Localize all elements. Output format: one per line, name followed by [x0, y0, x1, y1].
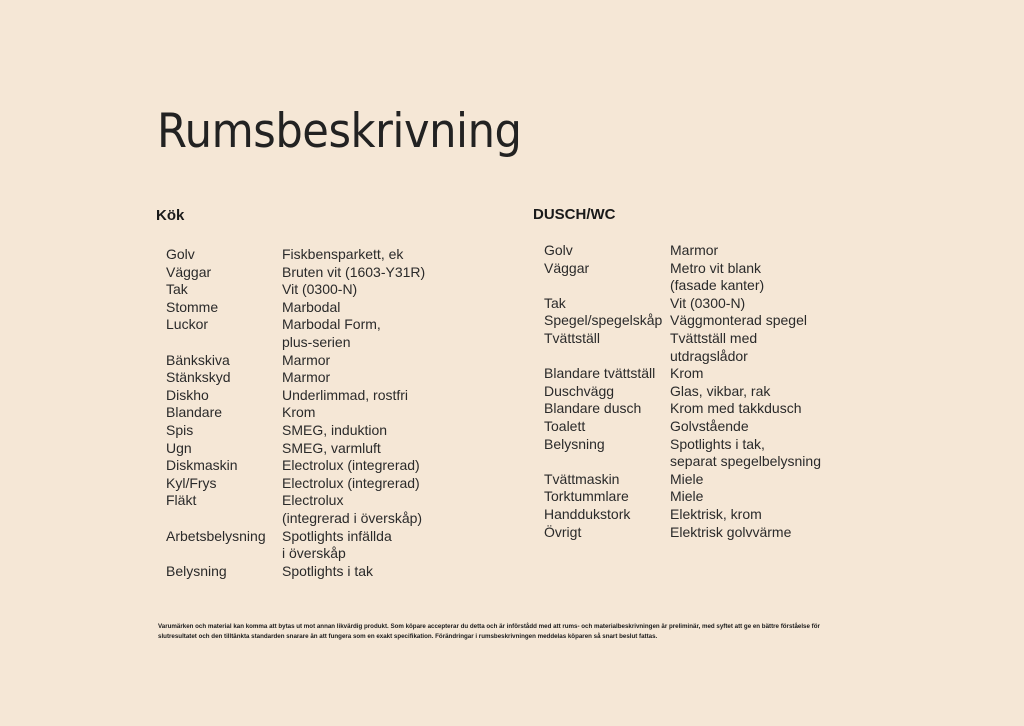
- spec-label: Tak: [166, 281, 188, 298]
- spec-value: [670, 488, 821, 506]
- spec-value-line: Tvättställ med: [670, 329, 758, 346]
- spec-row: [544, 242, 821, 260]
- spec-value-line: Spotlights infällda: [282, 527, 392, 544]
- spec-value: [670, 524, 821, 542]
- spec-label: Ugn: [166, 439, 192, 456]
- spec-label: Stomme: [166, 298, 219, 315]
- spec-value-line: Elektrisk, krom: [670, 505, 762, 522]
- spec-value: [282, 352, 425, 370]
- spec-row: [544, 506, 821, 524]
- spec-value-line: Electrolux: [282, 492, 344, 509]
- spec-label: Väggar: [166, 263, 212, 280]
- spec-value: [670, 365, 821, 383]
- spec-value: [282, 440, 425, 458]
- spec-value-line: (fasade kanter): [670, 277, 765, 294]
- spec-value-line: utdragslådor: [670, 347, 748, 364]
- spec-value: [670, 312, 821, 330]
- spec-row: [544, 260, 821, 295]
- spec-label: Belysning: [544, 435, 605, 452]
- spec-row: [166, 440, 425, 458]
- spec-row: [166, 299, 425, 317]
- spec-value-line: Underlimmad, rostfri: [282, 386, 409, 403]
- spec-value: [282, 404, 425, 422]
- spec-value-line: Väggmonterad spegel: [670, 312, 807, 329]
- spec-label: Tvättställ: [544, 329, 601, 346]
- spec-value: [670, 260, 821, 295]
- disclaimer-text: Varumärken och material kan komma att bytas ut mot annan likvärdig produkt. Som köpare accepterar du detta och är införstådd med att rums- och materialbeskrivningen är preliminär, med syftet att ge en bättre förståelse för slutresultatet och den tilltänkta standarden snarare än att fungera som en exakt specifikation. Förändringar i rumsbeskrivningen meddelas köparen så snart beslut fattas.: [158, 623, 820, 640]
- spec-value-line: Electrolux (integrerad): [282, 457, 420, 474]
- spec-label: Torktummlare: [544, 488, 629, 505]
- spec-value-line: plus-serien: [282, 333, 351, 350]
- spec-value: [282, 281, 425, 299]
- spec-label: Tak: [544, 294, 566, 311]
- spec-value: [670, 418, 821, 436]
- spec-row: [166, 281, 425, 299]
- spec-value-line: Elektrisk golvvärme: [670, 523, 792, 540]
- spec-row: [544, 400, 821, 418]
- spec-value-line: Bruten vit (1603-Y31R): [282, 263, 426, 280]
- spec-value-line: separat spegelbelysning: [670, 453, 821, 470]
- spec-label: Väggar: [544, 259, 590, 276]
- spec-value: [282, 387, 425, 405]
- spec-value-line: Spotlights i tak: [282, 562, 374, 579]
- spec-label: Diskho: [166, 386, 209, 403]
- spec-value: [282, 563, 425, 581]
- spec-value-line: Marmor: [282, 369, 331, 386]
- spec-row: [166, 528, 425, 563]
- spec-label: Fläkt: [166, 492, 197, 509]
- spec-value-line: Krom: [670, 365, 704, 382]
- spec-label: Arbetsbelysning: [166, 527, 266, 544]
- spec-value: [670, 383, 821, 401]
- spec-label: Toalett: [544, 417, 586, 434]
- spec-value: [282, 246, 425, 264]
- spec-value: [670, 330, 821, 365]
- spec-value: [670, 295, 821, 313]
- spec-label: Spegel/spegelskåp: [544, 312, 663, 329]
- spec-row: [544, 312, 821, 330]
- spec-label: Luckor: [166, 316, 209, 333]
- spec-value: [282, 299, 425, 317]
- spec-value: [282, 316, 425, 351]
- spec-row: [544, 295, 821, 313]
- spec-row: [166, 404, 425, 422]
- spec-row: [166, 387, 425, 405]
- spec-row: [544, 383, 821, 401]
- spec-label: Handdukstork: [544, 505, 631, 522]
- kitchen-spec-table: [166, 246, 425, 580]
- spec-value-line: SMEG, varmluft: [282, 439, 381, 456]
- spec-row: [544, 418, 821, 436]
- spec-value: [282, 492, 425, 527]
- spec-value-line: Vit (0300-N): [670, 294, 746, 311]
- spec-row: [544, 471, 821, 489]
- spec-label: Kyl/Frys: [166, 474, 217, 491]
- spec-label: Diskmaskin: [166, 457, 238, 474]
- spec-label: Blandare dusch: [544, 400, 642, 417]
- spec-value: [282, 264, 425, 282]
- spec-value-line: Electrolux (integrerad): [282, 474, 420, 491]
- spec-label: Belysning: [166, 562, 227, 579]
- spec-value-line: Miele: [670, 488, 704, 505]
- spec-value: [670, 400, 821, 418]
- bathroom-heading: DUSCH/WC: [533, 206, 616, 223]
- spec-value-line: Fiskbensparkett, ek: [282, 246, 404, 262]
- kitchen-heading: Kök: [156, 207, 185, 224]
- spec-value-line: i överskåp: [282, 545, 346, 562]
- spec-value-line: Golvstående: [670, 417, 749, 434]
- spec-row: [166, 264, 425, 282]
- spec-value-line: Marmor: [282, 351, 331, 368]
- spec-value: [670, 242, 821, 260]
- spec-value: [670, 436, 821, 471]
- spec-value-line: Marmor: [670, 242, 719, 258]
- spec-label: Övrigt: [544, 523, 582, 540]
- spec-value-line: Krom med takkdusch: [670, 400, 802, 417]
- spec-row: [544, 524, 821, 542]
- spec-label: Golv: [544, 242, 573, 258]
- spec-value-line: (integrerad i överskåp): [282, 509, 423, 526]
- spec-label: Blandare tvättställ: [544, 365, 656, 382]
- spec-value-line: Krom: [282, 404, 316, 421]
- spec-value: [282, 528, 425, 563]
- spec-row: [166, 492, 425, 527]
- spec-label: Duschvägg: [544, 382, 615, 399]
- spec-value-line: Metro vit blank: [670, 259, 762, 276]
- spec-label: Blandare: [166, 404, 223, 421]
- spec-row: [166, 369, 425, 387]
- spec-row: [166, 246, 425, 264]
- spec-value: [670, 471, 821, 489]
- spec-value-line: SMEG, induktion: [282, 421, 388, 438]
- spec-value-line: Glas, vikbar, rak: [670, 382, 771, 399]
- spec-row: [166, 457, 425, 475]
- spec-value-line: Miele: [670, 470, 704, 487]
- spec-row: [544, 330, 821, 365]
- spec-row: [544, 488, 821, 506]
- spec-label: Spis: [166, 421, 194, 438]
- spec-value: [282, 422, 425, 440]
- spec-row: [544, 365, 821, 383]
- spec-value-line: Marbodal: [282, 298, 341, 315]
- spec-row: [166, 352, 425, 370]
- spec-row: [166, 475, 425, 493]
- spec-row: [166, 422, 425, 440]
- spec-label: Golv: [166, 246, 195, 262]
- spec-value-line: Vit (0300-N): [282, 281, 358, 298]
- spec-value: [282, 457, 425, 475]
- spec-value-line: Spotlights i tak,: [670, 435, 765, 452]
- bathroom-spec-table: [544, 242, 821, 541]
- spec-label: Stänkskyd: [166, 369, 231, 386]
- spec-value: [282, 369, 425, 387]
- spec-label: Bänkskiva: [166, 351, 230, 368]
- spec-row: [544, 436, 821, 471]
- spec-row: [166, 563, 425, 581]
- page-title: Rumsbeskrivning: [157, 104, 522, 159]
- spec-label: Tvättmaskin: [544, 470, 620, 487]
- spec-value: [670, 506, 821, 524]
- spec-value-line: Marbodal Form,: [282, 316, 381, 333]
- spec-row: [166, 316, 425, 351]
- spec-value: [282, 475, 425, 493]
